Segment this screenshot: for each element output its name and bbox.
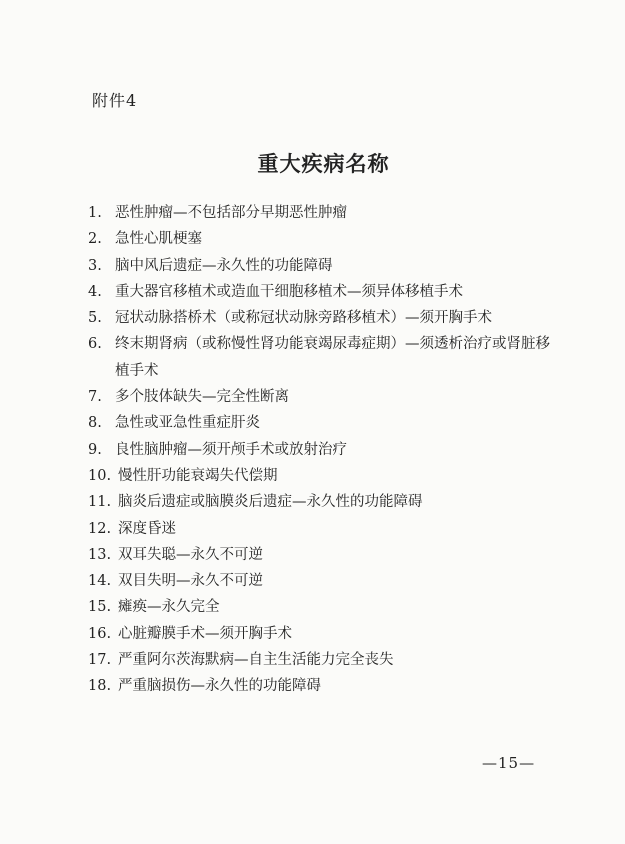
list-item: [88, 253, 558, 279]
list-item: [88, 279, 558, 305]
list-item: [88, 200, 558, 226]
document-title: 重大疾病名称: [257, 151, 390, 176]
item-number: 9.: [88, 441, 102, 458]
item-number: 3.: [88, 257, 102, 274]
item-text: 严重阿尔茨海默病—自主生活能力完全丧失: [118, 652, 394, 669]
list-item: [88, 647, 558, 673]
item-number: 6.: [88, 336, 102, 353]
item-number: 4.: [88, 283, 102, 300]
item-number: 15.: [88, 599, 112, 616]
disease-list: [88, 200, 558, 700]
list-item: [88, 594, 558, 620]
item-number: 18.: [88, 678, 112, 695]
item-text: 心脏瓣膜手术—须开胸手术: [118, 625, 292, 642]
list-item: [88, 437, 558, 463]
item-text: 终末期肾病（或称慢性肾功能衰竭尿毒症期）—须透析治疗或肾脏移植手术: [115, 336, 550, 379]
item-number: 11.: [88, 494, 112, 511]
item-text: 瘫痪—永久完全: [118, 599, 220, 616]
item-text: 慢性肝功能衰竭失代偿期: [118, 467, 278, 484]
item-number: 2.: [88, 231, 102, 248]
item-text: 重大器官移植术或造血干细胞移植术—须异体移植手术: [115, 283, 463, 300]
item-text: 双目失明—永久不可逆: [118, 573, 263, 590]
item-number: 1.: [88, 205, 102, 221]
item-text: 急性或亚急性重症肝炎: [115, 415, 260, 432]
list-item: [88, 305, 558, 331]
item-number: 14.: [88, 573, 112, 590]
list-item: [88, 489, 558, 515]
list-item: [88, 542, 558, 568]
list-item: [88, 516, 558, 542]
list-item: [88, 673, 558, 699]
item-text: 急性心肌梗塞: [115, 231, 202, 248]
list-item: [88, 226, 558, 252]
item-number: 10.: [88, 467, 112, 484]
page-number: —15—: [482, 754, 536, 772]
item-number: 12.: [88, 520, 112, 537]
list-item: [88, 410, 558, 436]
item-text: 脑中风后遗症—永久性的功能障碍: [115, 257, 333, 274]
item-text: 恶性肿瘤—不包括部分早期恶性肿瘤: [115, 205, 347, 221]
item-number: 13.: [88, 546, 112, 563]
item-text: 冠状动脉搭桥术（或称冠状动脉旁路移植术）—须开胸手术: [115, 310, 492, 327]
item-text: 深度昏迷: [118, 520, 176, 537]
item-number: 5.: [88, 310, 102, 327]
list-item: [88, 331, 558, 384]
list-item: [88, 463, 558, 489]
item-number: 8.: [88, 415, 102, 432]
list-item: [88, 621, 558, 647]
item-text: 多个肢体缺失—完全性断离: [115, 389, 289, 406]
list-item: [88, 568, 558, 594]
item-number: 16.: [88, 625, 112, 642]
item-text: 双耳失聪—永久不可逆: [118, 546, 263, 563]
annex-label: 附件4: [92, 91, 138, 110]
item-number: 17.: [88, 652, 112, 669]
item-number: 7.: [88, 389, 102, 406]
item-text: 脑炎后遗症或脑膜炎后遗症—永久性的功能障碍: [118, 494, 423, 511]
item-text: 良性脑肿瘤—须开颅手术或放射治疗: [115, 441, 347, 458]
item-text: 严重脑损伤—永久性的功能障碍: [118, 678, 321, 695]
list-item: [88, 384, 558, 410]
